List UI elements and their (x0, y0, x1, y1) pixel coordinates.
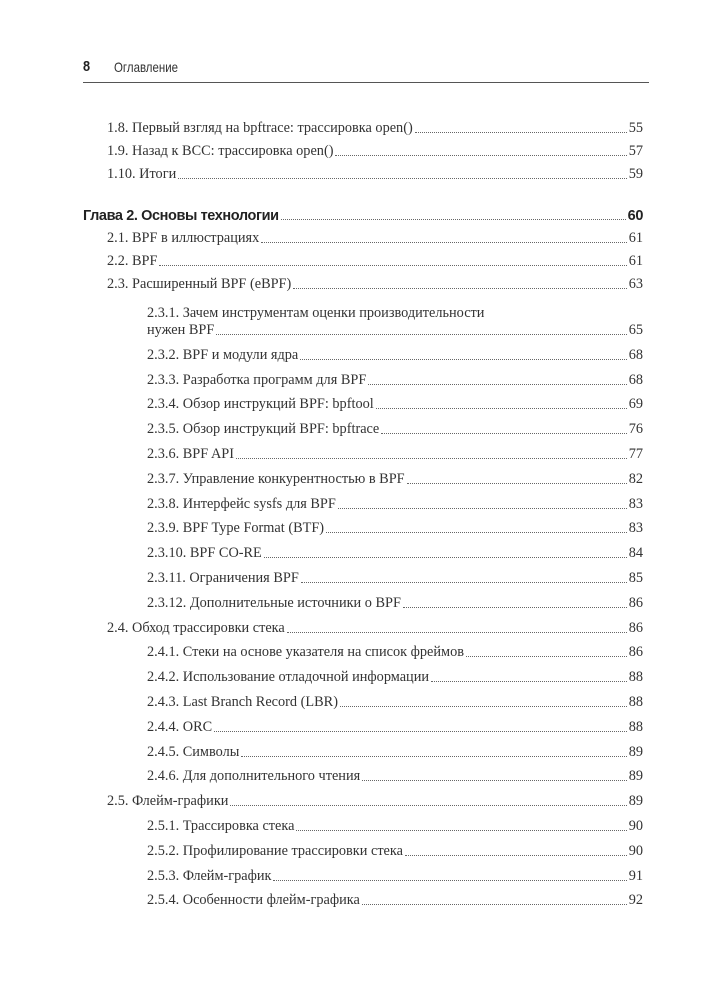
toc-entry[interactable] (83, 364, 643, 389)
dot-leader (264, 557, 627, 558)
dot-leader (340, 706, 627, 707)
toc-entry-label: 2.3.7. Управление конкурентностью в BPF (147, 470, 405, 487)
toc-page-number: 68 (628, 371, 643, 388)
toc-page-number: 83 (628, 495, 643, 512)
toc-page-number: 82 (628, 470, 643, 487)
toc-entry-label: 2.3.4. Обзор инструкций BPF: bpftool (147, 396, 374, 413)
dot-leader (405, 855, 627, 856)
toc-page-number: 63 (628, 276, 643, 292)
toc-entry-label: 2.3.8. Интерфейс sysfs для BPF (147, 495, 336, 512)
toc-page-number: 61 (628, 253, 643, 269)
toc-entry-label: 2.5.4. Особенности флейм-графика (147, 892, 360, 909)
running-title: Оглавление (114, 59, 179, 75)
toc-entry[interactable] (83, 339, 643, 364)
toc-entry-label: 2.4.6. Для дополнительного чтения (147, 768, 361, 785)
toc-page-number: 89 (628, 768, 643, 785)
dot-leader (301, 582, 627, 583)
toc-entry[interactable] (83, 160, 643, 183)
toc-page-number: 60 (627, 208, 643, 224)
toc-entry[interactable] (83, 413, 643, 438)
toc-page-number: 77 (628, 445, 643, 462)
toc-entry-label: 2.3. Расширенный BPF (eBPF) (107, 276, 292, 292)
dot-leader (287, 632, 627, 633)
toc-page-number: 91 (628, 867, 643, 884)
dot-leader (230, 805, 626, 806)
dot-leader (159, 265, 626, 266)
dot-leader (273, 880, 626, 881)
toc-entry[interactable] (83, 637, 643, 662)
toc-entry-label: 2.3.3. Разработка программ для BPF (147, 371, 367, 388)
table-of-contents (83, 114, 643, 909)
toc-entry[interactable] (83, 711, 643, 736)
toc-entry[interactable] (83, 438, 643, 463)
dot-leader (338, 508, 627, 509)
toc-page-number: 92 (628, 892, 643, 909)
dot-leader (293, 288, 626, 289)
toc-entry-label: 2.4.3. Last Branch Record (LBR) (147, 693, 338, 710)
toc-page-number: 86 (628, 594, 643, 611)
toc-entry-label: 2.3.2. BPF и модули ядра (147, 346, 299, 363)
dot-leader (362, 904, 627, 905)
toc-entry[interactable] (83, 114, 643, 137)
toc-entry[interactable] (83, 612, 643, 637)
toc-entry-label: 2.1. BPF в иллюстрациях (107, 230, 260, 246)
dot-leader (403, 607, 627, 608)
toc-entry-label: 1.10. Итоги (107, 166, 177, 182)
toc-entry[interactable] (83, 810, 643, 835)
toc-entry[interactable] (83, 137, 643, 160)
dot-leader (178, 178, 626, 179)
toc-page-number: 69 (628, 396, 643, 413)
toc-entry-label: 2.3.6. BPF API (147, 445, 235, 462)
dot-leader (431, 681, 627, 682)
toc-page-number: 86 (628, 619, 643, 636)
toc-entry-label: 1.8. Первый взгляд на bpftrace: трассировка open() (107, 120, 413, 136)
toc-entry-label: 2.3.9. BPF Type Format (BTF) (147, 520, 325, 537)
toc-entry-label: Глава 2. Основы технологии (83, 208, 279, 224)
dot-leader (335, 155, 626, 156)
toc-entry-label: 2.4.1. Стеки на основе указателя на список фреймов (147, 644, 464, 661)
toc-entry[interactable] (83, 293, 643, 339)
dot-leader (236, 458, 627, 459)
dot-leader (407, 483, 627, 484)
toc-entry-label: 2.5.2. Профилирование трассировки стека (147, 842, 403, 859)
toc-page-number: 84 (628, 545, 643, 562)
toc-entry[interactable] (83, 270, 643, 293)
dot-leader (296, 830, 626, 831)
toc-entry-label-continued: нужен BPF (147, 322, 215, 338)
toc-entry[interactable] (83, 513, 643, 538)
dot-leader (381, 433, 626, 434)
toc-chapter-entry[interactable] (83, 200, 643, 224)
toc-entry[interactable] (83, 686, 643, 711)
toc-page-number: 61 (628, 230, 643, 246)
toc-page-number: 90 (628, 842, 643, 859)
dot-leader (281, 219, 626, 220)
toc-entry[interactable] (83, 389, 643, 414)
toc-entry-label: 2.3.12. Дополнительные источники о BPF (147, 594, 401, 611)
toc-entry-label: 2.5.3. Флейм-график (147, 867, 272, 884)
toc-entry[interactable] (83, 860, 643, 885)
toc-page-number: 88 (628, 718, 643, 735)
page-number: 8 (83, 58, 91, 75)
toc-entry-label: 2.3.11. Ограничения BPF (147, 569, 299, 586)
toc-entry-label: 2.4.2. Использование отладочной информации (147, 669, 430, 686)
dot-leader (362, 780, 627, 781)
dot-leader (466, 656, 627, 657)
dot-leader (368, 384, 626, 385)
toc-entry-label: 2.2. BPF (107, 253, 158, 269)
toc-entry-label: 2.4. Обход трассировки стека (107, 619, 285, 636)
toc-page-number: 83 (628, 520, 643, 537)
toc-entry[interactable] (83, 224, 643, 247)
toc-entry-label: 2.5. Флейм-графики (107, 793, 229, 810)
dot-leader (214, 731, 627, 732)
toc-page-number: 55 (628, 120, 643, 136)
toc-page-number: 65 (628, 322, 643, 338)
toc-entry[interactable] (83, 661, 643, 686)
toc-entry-label: 1.9. Назад к BCC: трассировка open() (107, 143, 334, 159)
toc-entry[interactable] (83, 885, 643, 910)
toc-page-number: 88 (628, 669, 643, 686)
toc-page-number: 90 (628, 817, 643, 834)
dot-leader (415, 132, 627, 133)
toc-entry[interactable] (83, 835, 643, 860)
dot-leader (326, 532, 627, 533)
toc-entry-label: 2.4.5. Символы (147, 743, 240, 760)
toc-entry-label: 2.5.1. Трассировка стека (147, 817, 295, 834)
toc-page-number: 76 (628, 421, 643, 438)
toc-page-number: 85 (628, 569, 643, 586)
dot-leader (261, 242, 626, 243)
toc-entry-label: 2.4.4. ORC (147, 718, 213, 735)
toc-entry-label: 2.3.10. BPF CO-RE (147, 545, 262, 562)
toc-entry[interactable] (83, 463, 643, 488)
toc-page-number: 89 (628, 793, 643, 810)
toc-page-number: 59 (628, 166, 643, 182)
dot-leader (376, 408, 627, 409)
toc-entry[interactable] (83, 562, 643, 587)
toc-entry[interactable] (83, 488, 643, 513)
dot-leader (216, 334, 626, 335)
toc-entry[interactable] (83, 785, 643, 810)
toc-entry[interactable] (83, 247, 643, 270)
toc-entry-label: 2.3.1. Зачем инструментам оценки производительности (147, 305, 485, 321)
toc-page-number: 89 (628, 743, 643, 760)
toc-page-number: 57 (628, 143, 643, 159)
toc-entry[interactable] (83, 587, 643, 612)
dot-leader (241, 756, 626, 757)
toc-entry[interactable] (83, 537, 643, 562)
toc-page-number: 88 (628, 693, 643, 710)
toc-page-number: 86 (628, 644, 643, 661)
toc-entry[interactable] (83, 761, 643, 786)
toc-entry[interactable] (83, 736, 643, 761)
toc-entry-label: 2.3.5. Обзор инструкций BPF: bpftrace (147, 421, 380, 438)
running-header (83, 58, 649, 83)
dot-leader (300, 359, 626, 360)
toc-page-number: 68 (628, 346, 643, 363)
